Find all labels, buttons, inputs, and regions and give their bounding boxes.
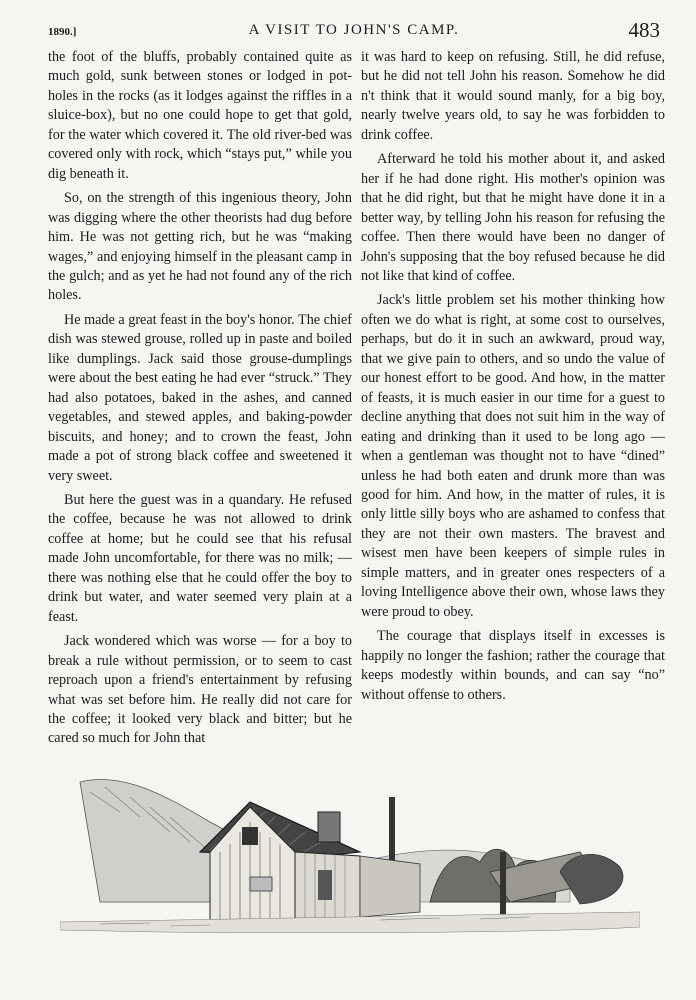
- header-year: 1890.]: [48, 26, 77, 38]
- paragraph: Afterward he told his mother about it, and asked her if he had done right. His mother's opinion was that he did right, but that he might have done it in a better way, by telling John his reason for refusing the coffee. Then there would have been no danger of John's supposing that the boy refused because he did not like that kind of coffee.: [361, 151, 665, 284]
- paragraph: So, on the strength of this ingenious theory, John was digging where the other theorists had dug before him. He was not getting rich, but he was “making wages,” and enjoying himself in the pleasant camp in the gulch; and as yet he had not found any of the rich holes.: [48, 190, 352, 304]
- running-header: [48, 20, 660, 46]
- paragraph: The courage that displays itself in excesses is happily no longer the fashion; rather the courage that keeps modestly within bounds, and can say “no” without offense to others.: [361, 628, 665, 703]
- paragraph: He made a great feast in the boy's honor. The chief dish was stewed grouse, rolled up in paste and boiled like dumplings. Jack said those grouse-dumplings were about the best eating he had ever “struck.” They had also potatoes, baked in the ashes, and canned vegetables, and stewed apples, and baking-powder biscuits, and honey; and to crown the feast, John made a pot of strong black coffee and sweetened it very sweet.: [48, 311, 352, 484]
- header-title: A VISIT TO JOHN'S CAMP.: [248, 22, 460, 38]
- paragraph: But here the guest was in a quandary. He refused the coffee, because he was not allowed to drink coffee at home; but he could see that his refusal made John uncomfortable, for there was no milk; — there was nothing else that he could offer the boy to drink but water, and water seemed very plain at a feast.: [48, 491, 352, 625]
- paragraph: it was hard to keep on refusing. Still, he did refuse, but he did not tell John his reason. Somehow he did n't think that it would sound manly, for a big boy, nearly twelve years old, to say he was forbidden to drink coffee.: [361, 49, 665, 143]
- left-column: [48, 48, 352, 754]
- paragraph: Jack wondered which was worse — for a boy to break a rule without permission, or to seem to cast reproach upon a friend's entertainment by refusing what was set before him. He really did not care for the coffee; it looked very black and bitter; but he cared so much for John that: [48, 633, 352, 747]
- cabin-illustration: [60, 752, 640, 952]
- right-column: [361, 48, 665, 710]
- page-number: 483: [628, 18, 660, 42]
- paragraph: the foot of the bluffs, probably contained quite as much gold, sunk between stones or lodged in pot-holes in the rocks (as it lodges against the riffles in a sluice-box), but no one could hope to get that gold, for the water which covered it. The old river-bed was covered only with rock, which “stays put,” while you dig beneath it.: [48, 49, 352, 182]
- paragraph: Jack's little problem set his mother thinking how often we do what is right, at some cost to ourselves, perhaps, but do it in such an awkward, proud way, that we give pain to others, and so undo the value of our honest effort to be good. And how, in the matter of feasts, it is much easier in our time for a guest to decline anything that does not suit him in the way of eating and drinking than it used to be long ago — when a gentleman was thought not to have “dined” unless he had both eaten and drunk more than was good for him. And how, in the matter of rules, it is only little silly boys who are ashamed to confess that they are not their own masters. The bravest and wisest men have been keepers of simple rules in simple matters, and in greater ones respecters of a loving Intelligence above their own, whose laws they were proud to obey.: [361, 292, 665, 620]
